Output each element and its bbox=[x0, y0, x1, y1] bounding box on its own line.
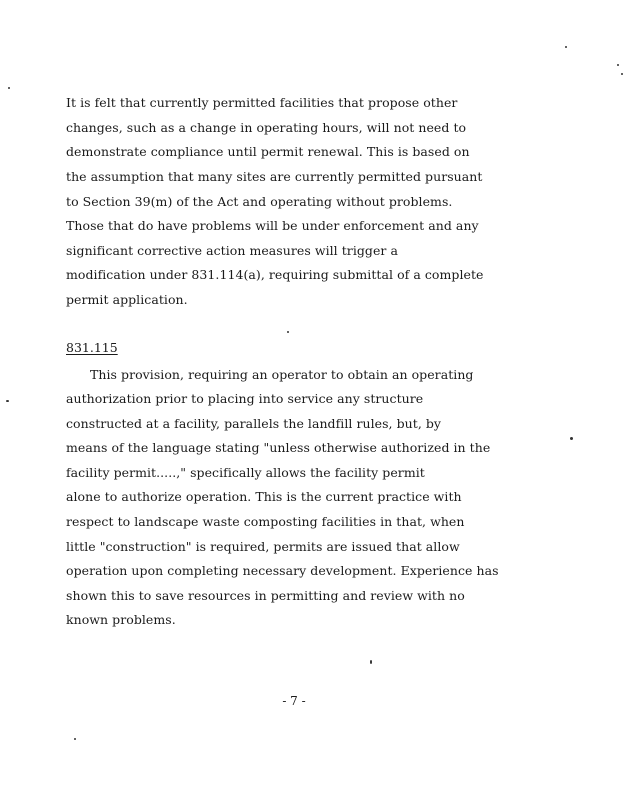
scan-speck bbox=[621, 73, 623, 75]
text-line: known problems. bbox=[66, 612, 176, 627]
page-number: - 7 - bbox=[282, 694, 306, 708]
scan-speck bbox=[74, 738, 76, 740]
text-line: constructed at a facility, parallels the landfill rules, but, by bbox=[66, 416, 442, 431]
text-line: alone to authorize operation. This is the current practice with bbox=[66, 489, 462, 504]
text-line: facility permit.....," specifically allows the facility permit bbox=[66, 465, 425, 480]
text-line: operation upon completing necessary development. Experience has bbox=[66, 563, 499, 578]
text-line: significant corrective action measures will trigger a bbox=[66, 243, 398, 258]
text-line: It is felt that currently permitted facilities that propose other bbox=[66, 95, 458, 110]
scan-speck bbox=[8, 87, 10, 89]
text-line: permit application. bbox=[66, 292, 188, 307]
text-line: This provision, requiring an operator to obtain an operating bbox=[90, 367, 474, 382]
text-line: means of the language stating "unless otherwise authorized in the bbox=[66, 440, 491, 455]
scan-speck bbox=[287, 331, 289, 333]
scan-speck bbox=[6, 400, 9, 402]
text-line: modification under 831.114(a), requiring submittal of a complete bbox=[66, 267, 484, 282]
scan-speck bbox=[617, 64, 619, 66]
scan-speck bbox=[570, 437, 573, 440]
text-line: authorization prior to placing into service any structure bbox=[66, 391, 424, 406]
text-line: changes, such as a change in operating hours, will not need to bbox=[66, 120, 467, 135]
text-line: respect to landscape waste composting facilities in that, when bbox=[66, 514, 465, 529]
text-line: shown this to save resources in permitting and review with no bbox=[66, 588, 465, 603]
text-line: little "construction" is required, permits are issued that allow bbox=[66, 539, 460, 554]
text-line: demonstrate compliance until permit renewal. This is based on bbox=[66, 144, 470, 159]
section-heading: 831.115 bbox=[66, 340, 118, 355]
text-line: the assumption that many sites are currently permitted pursuant bbox=[66, 169, 483, 184]
text-line: Those that do have problems will be under enforcement and any bbox=[66, 218, 479, 233]
scan-speck bbox=[565, 46, 567, 48]
text-line: to Section 39(m) of the Act and operating without problems. bbox=[66, 194, 453, 209]
scan-speck bbox=[370, 660, 372, 664]
